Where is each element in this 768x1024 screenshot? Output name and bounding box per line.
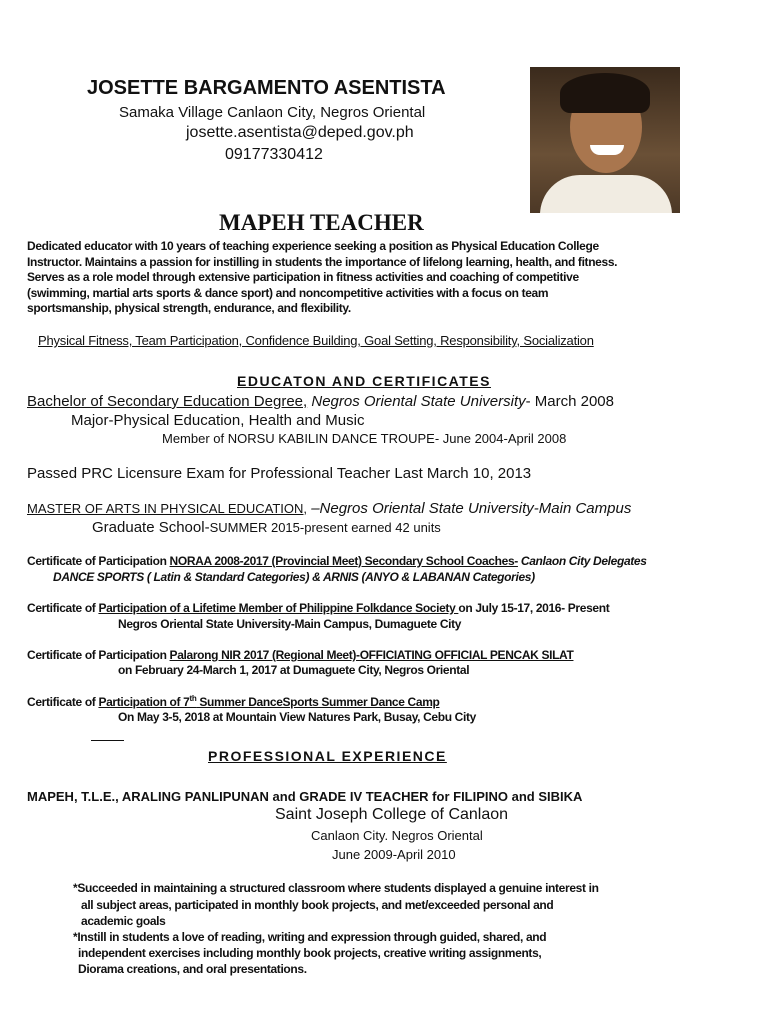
masters-degree: MASTER OF ARTS IN PHYSICAL EDUCATION, [27, 501, 308, 516]
bullet-line: *Succeeded in maintaining a structured classroom where students displayed a genuine interest in [73, 881, 599, 895]
masters [27, 500, 631, 518]
bullet-line: independent exercises including monthly book projects, creative writing assignments, [78, 946, 542, 960]
cert-sup: th [189, 694, 197, 703]
degree-school: Negros Oriental State University [311, 393, 526, 410]
cert-4-detail: On May 3-5, 2018 at Mountain View Natures Park, Busay, Cebu City [118, 710, 476, 724]
phone: 09177330412 [225, 146, 323, 163]
cert-1 [27, 554, 647, 568]
job-title: MAPEH TEACHER [219, 210, 424, 235]
summary-line: Dedicated educator with 10 years of teaching experience seeking a position as Physical Education College [27, 239, 599, 253]
grad-detail: SUMMER 2015-present earned 42 units [209, 520, 441, 535]
summary-line: Serves as a role model through extensive participation in fitness activities and coaching of competitive [27, 270, 579, 284]
cert-title: Participation of a Lifetime Member of Philippine Folkdance Society [98, 601, 459, 615]
skills: Physical Fitness, Team Participation, Confidence Building, Goal Setting, Responsibility, Socialization [38, 333, 594, 348]
degree-name: Bachelor of Secondary Education Degree, [27, 393, 308, 410]
cert-title: Palarong NIR 2017 (Regional Meet)-OFFICIATING OFFICIAL PENCAK SILAT [169, 648, 574, 662]
cert-prefix: Certificate of [27, 695, 99, 709]
cert-3 [27, 648, 573, 662]
experience-dates: June 2009-April 2010 [332, 847, 456, 862]
bullet-line: all subject areas, participated in monthly book projects, and met/exceeded personal and [81, 898, 554, 912]
divider [91, 740, 124, 741]
degree [27, 393, 614, 410]
experience-school: Saint Joseph College of Canlaon [275, 806, 509, 823]
cert-1-detail: DANCE SPORTS ( Latin & Standard Categories) & ARNIS (ANYO & LABANAN Categories) [53, 570, 535, 584]
bullet-line: *Instill in students a love of reading, writing and expression through guided, shared, and [73, 930, 547, 944]
cert-2 [27, 601, 609, 615]
cert-title: NORAA 2008-2017 (Provincial Meet) Secondary School Coaches- [169, 554, 518, 568]
education-heading: EDUCATON AND CERTIFICATES [237, 373, 491, 389]
cert-prefix: Certificate of [27, 601, 99, 615]
major: Major-Physical Education, Health and Music [71, 412, 365, 429]
experience-location: Canlaon City. Negros Oriental [311, 828, 483, 843]
cert-prefix: Certificate of Participation [27, 554, 170, 568]
address: Samaka Village Canlaon City, Negros Oriental [119, 104, 426, 121]
bullet-line: Diorama creations, and oral presentations. [78, 962, 307, 976]
membership: Member of NORSU KABILIN DANCE TROUPE- June 2004-April 2008 [162, 431, 567, 446]
degree-date: - March 2008 [525, 393, 614, 410]
experience-heading: PROFESSIONAL EXPERIENCE [208, 748, 447, 764]
email: josette.asentista@deped.gov.ph [186, 124, 414, 141]
cert-title-2: Summer DanceSports Summer Dance Camp [196, 695, 440, 709]
cert-4 [27, 694, 440, 709]
cert-2-detail: Negros Oriental State University-Main Campus, Dumaguete City [118, 617, 462, 631]
cert-3-detail: on February 24-March 1, 2017 at Dumaguete City, Negros Oriental [118, 663, 470, 677]
experience-role: MAPEH, T.L.E., ARALING PANLIPUNAN and GRADE IV TEACHER for FILIPINO and SIBIKA [27, 789, 583, 804]
cert-prefix: Certificate of Participation [27, 648, 170, 662]
profile-photo [530, 67, 680, 213]
prc-exam: Passed PRC Licensure Exam for Professional Teacher Last March 10, 2013 [27, 465, 532, 482]
cert-extra: on July 15-17, 2016- Present [458, 601, 610, 615]
grad-label: Graduate School- [92, 519, 210, 536]
summary-line: Instructor. Maintains a passion for instilling in students the importance of lifelong learning, health, and fitness. [27, 254, 618, 269]
cert-extra: Canlaon City Delegates [517, 554, 647, 568]
summary-line: sportsmanship, physical strength, endurance, and flexibility. [27, 301, 351, 315]
cert-title: Participation of 7 [98, 695, 190, 709]
grad-school [92, 519, 441, 537]
masters-school: –Negros Oriental State University-Main Campus [307, 500, 632, 517]
summary-line: (swimming, martial arts sports & dance sport) and noncompetitive activities with a focus on team [27, 285, 549, 300]
bullet-line: academic goals [81, 914, 166, 928]
candidate-name: JOSETTE BARGAMENTO ASENTISTA [87, 77, 446, 99]
